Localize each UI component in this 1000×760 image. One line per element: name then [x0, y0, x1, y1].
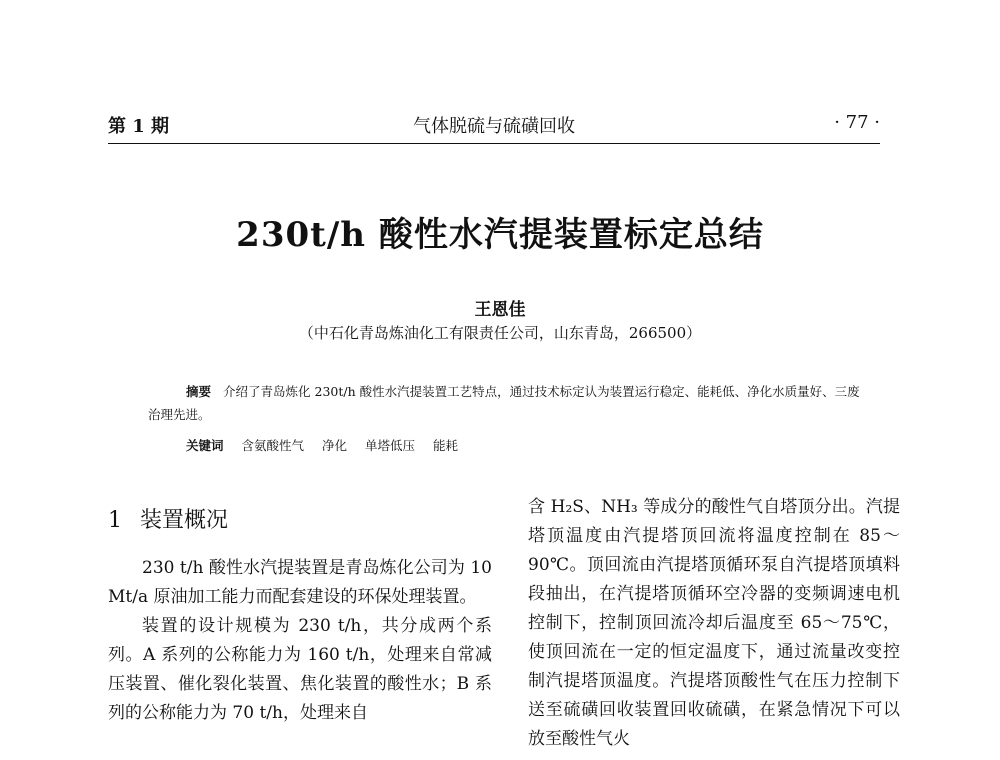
abstract [148, 380, 868, 426]
author-name: 王恩佳 [474, 300, 526, 320]
keywords-label: 关键词 [186, 438, 224, 453]
keyword-item: 含氨酸性气 [241, 438, 305, 453]
section-heading [108, 506, 228, 536]
body-paragraph: 230 t/h 酸性水汽提装置是青岛炼化公司为 10 Mt/a 原油加工能力而配套建设的环保处理装置。 [108, 558, 492, 607]
left-column [108, 554, 492, 728]
abstract-label: 摘要 [186, 384, 212, 399]
section-title: 装置概况 [140, 508, 229, 533]
keyword-item: 单塔低压 [365, 438, 416, 453]
body-paragraph: 含 H₂S、NH₃ 等成分的酸性气自塔顶分出。汽提塔顶温度由汽提塔顶回流将温度控制在 85～90℃。顶回流由汽提塔顶循环泵自汽提塔顶填料段抽出，在汽提塔顶循环空冷器的变频调速电机控制下，控制顶回流冷却后温度至 65～75℃，使顶回流在一定的恒定温度下，通过流量改变控制汽提塔顶温度。汽提塔顶酸性气在压力控制下送至硫磺回收装置回收硫磺，在紧急情况下可以放至酸性气火 [528, 497, 900, 749]
running-header [108, 112, 880, 138]
abstract-text: 介绍了青岛炼化 230t/h 酸性水汽提装置工艺特点，通过技术标定认为装置运行稳定、能耗低、净化水质量好、三废治理先进。 [148, 384, 860, 422]
article-title: 230t/h 酸性水汽提装置标定总结 [236, 215, 764, 255]
keywords [186, 436, 866, 454]
issue-number: 第 1 期 [108, 116, 170, 137]
header-rule [108, 143, 880, 144]
page-number: · 77 · [834, 112, 880, 133]
journal-name: 气体脱硫与硫磺回收 [413, 116, 575, 137]
right-column [528, 493, 900, 754]
keyword-item: 净化 [322, 438, 348, 453]
section-number: 1 [108, 508, 122, 533]
author-affiliation: （中石化青岛炼油化工有限责任公司，山东青岛，266500） [298, 324, 702, 342]
keyword-item: 能耗 [433, 438, 459, 453]
body-paragraph: 装置的设计规模为 230 t/h，共分成两个系列。A 系列的公称能力为 160 t/h，处理来自常减压装置、催化裂化装置、焦化装置的酸性水；B 系列的公称能力为 70 t/h，处理来自 [108, 616, 492, 723]
